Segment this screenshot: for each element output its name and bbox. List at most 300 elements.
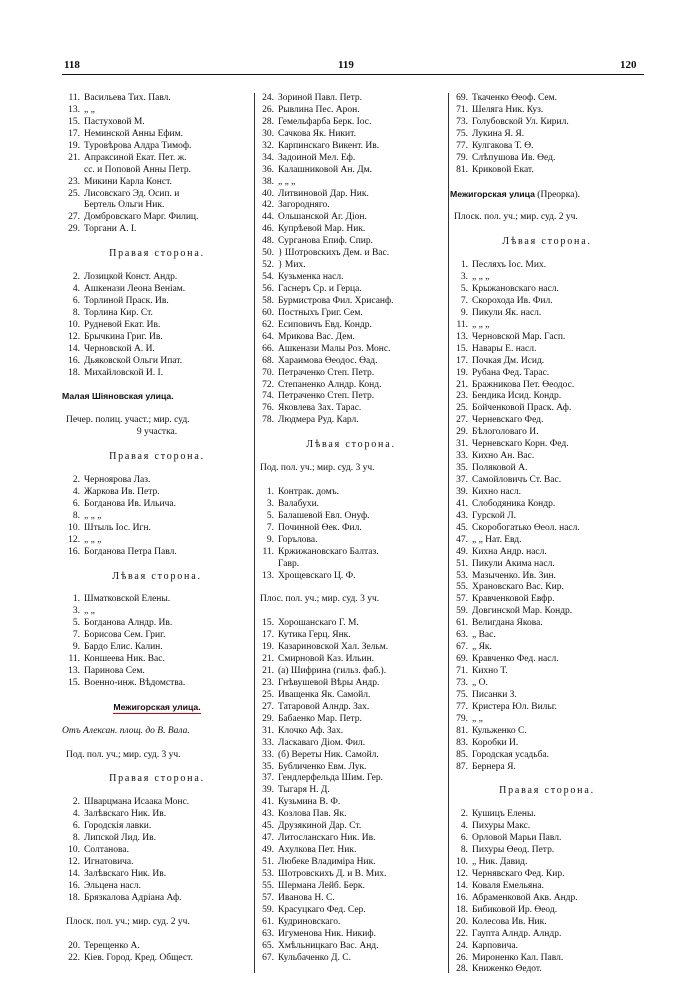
owner-name: Гемельфарба Берк. Іос. <box>278 116 372 127</box>
owner-name: Людмера Руд. Карл. <box>278 415 359 426</box>
owner-name: Черневскаго Фед. <box>472 415 544 426</box>
owner-name: Хорошанскаго Г. М. <box>278 618 359 629</box>
house-number: 27. <box>68 212 80 223</box>
owner-name: Кутика Герц. Янк. <box>278 630 351 641</box>
owner-name: Брязкалова Адріана Аф. <box>84 892 182 903</box>
house-number: 17. <box>68 128 80 139</box>
list-item <box>450 296 644 308</box>
owner-name: Штыль Іос. Игн. <box>84 522 151 533</box>
owner-name: Скорохода Ив. Фил. <box>472 295 553 306</box>
owner-name: } Мих. <box>278 260 306 271</box>
list-item <box>62 117 252 129</box>
list-item <box>450 105 644 117</box>
house-number: 61. <box>456 618 468 629</box>
list-item <box>450 260 644 272</box>
owner-name: Орловой Марьи Павл. <box>472 833 562 844</box>
house-number: 79. <box>456 152 468 163</box>
district-note: Плоск. пол. уч.; мир. суд. 2 уч. <box>454 212 578 223</box>
owner-name: Рудневой Екат. Ив. <box>84 319 161 330</box>
house-number: 1. <box>266 486 274 497</box>
owner-name: Чернявскаго Фед. Кир. <box>472 868 565 879</box>
list-item <box>256 714 446 726</box>
list-item <box>256 726 446 738</box>
list-item <box>62 308 252 320</box>
list-item <box>256 391 446 403</box>
owner-name: Слѣпушова Ив. Өед. <box>472 152 556 163</box>
list-item <box>256 773 446 785</box>
list-item <box>450 535 644 547</box>
house-number: 18. <box>68 892 80 903</box>
owner-name: Ашкенази Леона Веніам. <box>84 284 186 294</box>
house-number: 53. <box>456 570 468 581</box>
spacer <box>62 559 252 571</box>
house-number: 21. <box>456 379 468 390</box>
house-number: 17. <box>456 355 468 366</box>
list-item <box>450 475 644 487</box>
list-item <box>450 547 644 559</box>
house-number: 47. <box>456 534 468 545</box>
house-number: 20. <box>68 940 80 951</box>
owner-name: Козлова Пав. Як. <box>278 809 347 820</box>
list-item <box>256 905 446 917</box>
owner-name: Торгани А. І. <box>84 224 137 235</box>
house-number: 8. <box>460 845 468 856</box>
list-item <box>450 451 644 463</box>
owner-name: Пикули Як. насл. <box>472 307 542 318</box>
owner-name: „ Як. <box>472 642 492 653</box>
owner-name: Шматковской Елены. <box>84 594 171 605</box>
house-number: 8. <box>72 510 80 521</box>
list-item <box>450 93 644 105</box>
owner-name: Лисовскаго Эд. Осип. и <box>84 188 180 199</box>
house-number: 15. <box>262 618 274 629</box>
list-item <box>256 917 446 929</box>
house-number: 26. <box>456 952 468 963</box>
house-number: 33. <box>456 451 468 462</box>
list-item <box>450 499 644 511</box>
owner-name: Карпинскаго Викент. Ив. <box>278 140 380 151</box>
house-number: 23. <box>456 391 468 402</box>
list-item <box>256 809 446 821</box>
house-number: 24. <box>456 940 468 951</box>
list-item <box>62 666 252 678</box>
owner-name: Гнѣвушевой Вѣры Андр. <box>278 677 380 688</box>
house-number: 66. <box>262 343 274 354</box>
owner-name: Богданова Алндр. Ив. <box>84 618 173 629</box>
list-item <box>62 654 252 666</box>
owner-name: Загородняго. <box>278 200 330 211</box>
house-number: 22. <box>68 952 80 963</box>
spacer <box>62 785 252 797</box>
owner-name: Починной Өек. Фил. <box>278 522 362 533</box>
owner-name: Любеке Владиміра Ник. <box>278 857 376 867</box>
list-item <box>256 845 446 857</box>
owner-name: Мрикова Вас. Дем. <box>278 331 355 342</box>
owner-name: „ „ <box>84 104 95 115</box>
list-item <box>62 893 252 905</box>
house-number: 31. <box>262 725 274 736</box>
house-number: 87. <box>456 761 468 772</box>
owner-name: Яковлева Зах. Тарас. <box>278 403 362 414</box>
owner-name: Черновской Мар. Гасп. <box>472 331 566 342</box>
street-note: (Преорка). <box>534 189 581 200</box>
list-item <box>450 594 644 606</box>
spacer <box>256 582 446 594</box>
owner-name: Брычкина Григ. Ив. <box>84 331 163 342</box>
owner-name: Паринова Сем. <box>84 666 145 676</box>
house-number: 7. <box>460 295 468 306</box>
list-item <box>256 189 446 201</box>
list-item <box>256 129 446 141</box>
house-number: 14. <box>68 343 80 354</box>
house-number: 75. <box>456 689 468 700</box>
spacer <box>62 929 252 941</box>
house-number: 38. <box>262 176 274 187</box>
owner-name: Богданова Ив. Ильича. <box>84 498 176 509</box>
list-item <box>450 368 644 380</box>
house-number: 7. <box>72 630 80 641</box>
house-number: 63. <box>262 928 274 939</box>
house-number: 85. <box>456 749 468 760</box>
page-number-right: 120 <box>620 59 637 71</box>
house-number: 45. <box>262 821 274 832</box>
owner-name: Хрощевскаго Ц. Ф. <box>278 570 356 581</box>
house-number: 69. <box>456 93 468 103</box>
street-heading <box>62 702 252 714</box>
list-item <box>256 236 446 248</box>
owner-name: Литосланскаго Ник. Ив. <box>278 833 376 844</box>
page-number-left: 118 <box>64 59 80 71</box>
owner-name: Кравченковой Евфр. <box>472 594 555 605</box>
house-number: 57. <box>262 892 274 903</box>
list-item <box>450 690 644 702</box>
owner-name: Коншеева Ник. Вас. <box>84 654 165 665</box>
house-number: 7. <box>266 522 274 533</box>
owner-name: Коваля Емельяна. <box>472 880 544 891</box>
list-item <box>256 738 446 750</box>
owner-name: Балашевой Евл. Онуф. <box>278 510 370 521</box>
owner-name: Кихно насл. <box>472 486 522 497</box>
list-item <box>256 308 446 320</box>
list-item <box>450 320 644 332</box>
list-item <box>62 165 252 177</box>
owner-name: Петраченко Степ. Петр. <box>278 367 375 378</box>
list-item <box>62 200 252 212</box>
house-number: 35. <box>456 463 468 474</box>
owner-name: Черноярова Лаз. <box>84 475 151 485</box>
list-item <box>450 487 644 499</box>
list-item <box>62 189 252 201</box>
list-item <box>256 881 446 893</box>
house-number: 28. <box>262 116 274 127</box>
list-item <box>450 356 644 368</box>
owner-name: Степаненко Алндр. Конд. <box>278 379 382 390</box>
list-item <box>62 141 252 153</box>
list-item <box>256 666 446 678</box>
list-item <box>450 427 644 439</box>
owner-name: Клочко Аф. Зах. <box>278 725 344 736</box>
owner-name: Купрѣевой Мар. Ник. <box>278 224 366 235</box>
house-number: 25. <box>68 188 80 199</box>
house-number: 11. <box>68 93 80 103</box>
house-number: 56. <box>262 284 274 294</box>
house-number: 44. <box>262 212 274 223</box>
list-item <box>62 941 252 953</box>
house-number: 18. <box>68 367 80 378</box>
list-item <box>450 403 644 415</box>
street-name: Межигорская улица. <box>113 701 201 712</box>
list-item <box>62 93 252 105</box>
house-number: 19. <box>456 367 468 378</box>
list-item <box>256 893 446 905</box>
house-number: 65. <box>262 940 274 951</box>
list-item <box>450 762 644 774</box>
house-number: 27. <box>262 701 274 712</box>
house-number: 5. <box>460 284 468 294</box>
owner-name: Михайловской И. І. <box>84 367 164 378</box>
list-item <box>62 153 252 165</box>
owner-name: Бернера Я. <box>472 761 516 772</box>
house-number: 16. <box>456 892 468 903</box>
side-heading: Правая сторона. <box>109 773 205 785</box>
list-item <box>450 869 644 881</box>
owner-name: Терещенко А. <box>84 940 140 951</box>
house-number: 48. <box>262 236 274 247</box>
spacer <box>62 380 252 392</box>
list-item <box>450 714 644 726</box>
house-number: 16. <box>68 355 80 366</box>
house-number: 2. <box>72 272 80 283</box>
house-number: 1. <box>72 594 80 605</box>
owner-name: Кихно Ан. Вас. <box>472 451 535 462</box>
spacer <box>256 606 446 618</box>
list-item <box>62 129 252 141</box>
owner-name: Шотровскихъ Д. и В. Мих. <box>278 868 387 879</box>
house-number: 59. <box>456 606 468 617</box>
list-item <box>62 511 252 523</box>
list-item <box>256 702 446 714</box>
column-divider <box>448 93 449 973</box>
owner-name: Хараимова Өеодос. Өад. <box>278 355 378 366</box>
owner-name: Шермана Лейб. Берк. <box>278 880 365 891</box>
owner-name: Черневскаго Корн. Фед. <box>472 439 569 450</box>
house-number: 46. <box>262 224 274 235</box>
list-item <box>450 380 644 392</box>
house-number: 36. <box>262 164 274 175</box>
owner-name: Гавр. <box>278 558 300 569</box>
list-item <box>450 272 644 284</box>
house-number: 12. <box>456 868 468 879</box>
street-name: Межигорская улица <box>450 188 535 199</box>
list-item <box>256 547 446 559</box>
house-number: 39. <box>262 785 274 796</box>
spacer <box>62 463 252 475</box>
owner-name: „ „ „ <box>84 510 102 521</box>
spacer <box>62 439 252 451</box>
list-item <box>256 762 446 774</box>
list-item <box>62 833 252 845</box>
house-number: 72. <box>262 379 274 390</box>
house-number: 6. <box>72 498 80 509</box>
spacer <box>62 714 252 726</box>
list-item <box>62 630 252 642</box>
house-number: 39. <box>456 486 468 497</box>
house-number: 54. <box>262 272 274 283</box>
house-number: 49. <box>456 546 468 557</box>
owner-name: Песляхъ Іос. Мих. <box>472 260 547 271</box>
house-number: 69. <box>456 654 468 665</box>
list-item <box>450 332 644 344</box>
house-number: 55. <box>456 582 468 593</box>
house-number: 33. <box>262 737 274 748</box>
list-item <box>450 129 644 141</box>
list-item <box>450 678 644 690</box>
list-item <box>450 905 644 917</box>
house-number: 12. <box>68 857 80 867</box>
house-number: 62. <box>262 319 274 330</box>
owner-name: Иващенка Як. Самойл. <box>278 689 371 700</box>
owner-name: Коробки И. <box>472 737 519 748</box>
list-item <box>62 344 252 356</box>
list-item <box>450 654 644 666</box>
owner-name: Петраченко Степ. Петр. <box>278 391 375 402</box>
owner-name: Бойченковой Праск. Аф. <box>472 403 572 414</box>
house-number: 34. <box>262 152 274 163</box>
column-divider <box>254 93 255 973</box>
list-item <box>256 833 446 845</box>
house-number: 5. <box>72 618 80 629</box>
district-note: Плос. пол. уч.; мир. суд. 3 уч. <box>260 594 380 605</box>
house-number: 53. <box>262 868 274 879</box>
house-number: 21. <box>262 654 274 665</box>
spacer <box>450 177 644 189</box>
district-note: Под. пол. уч.; мир. суд. 3 уч. <box>260 463 375 474</box>
house-number: 37. <box>456 475 468 485</box>
house-number: 13. <box>68 666 80 676</box>
list-item <box>450 606 644 618</box>
house-number: 47. <box>262 833 274 844</box>
street-heading <box>450 189 644 201</box>
house-number: 4. <box>72 284 80 294</box>
owner-name: сс. и Поповой Анны Петр. <box>84 164 191 175</box>
owner-name: Васильева Тих. Павл. <box>84 93 171 103</box>
house-number: 78. <box>262 415 274 426</box>
house-number: 9. <box>460 307 468 318</box>
house-number: 10. <box>68 845 80 856</box>
side-heading: Лѣвая сторона. <box>502 236 592 248</box>
spacer <box>450 248 644 260</box>
spacer <box>62 260 252 272</box>
list-item <box>62 678 252 690</box>
owner-name: Кульбаченко Д. С. <box>278 952 351 963</box>
list-item <box>450 523 644 535</box>
list-item <box>256 654 446 666</box>
owner-name: Друзякиной Дар. Ст. <box>278 821 362 832</box>
house-number: 2. <box>72 797 80 808</box>
house-number: 64. <box>262 331 274 342</box>
owner-name: Есиповичъ Евд. Кондр. <box>278 319 372 330</box>
house-number: 3. <box>72 606 80 617</box>
spacer <box>62 582 252 594</box>
owner-name: „ „ „ <box>278 176 296 187</box>
owner-name: Ашкенази Малы Роз. Монс. <box>278 343 391 354</box>
owner-name: (а) Шифрина (гильз. фаб.). <box>278 666 387 676</box>
owner-name: Дьяковской Ольги Ипат. <box>84 355 183 366</box>
list-item <box>256 105 446 117</box>
owner-name: Неминской Анны Ефим. <box>84 128 184 139</box>
list-item <box>450 571 644 583</box>
owner-name: Кихна Андр. насл. <box>472 546 547 557</box>
house-number: 9. <box>266 534 274 545</box>
list-item <box>450 953 644 965</box>
owner-name: Контрак. домъ. <box>278 486 339 497</box>
list-item <box>450 284 644 296</box>
owner-name: „ „ „ <box>84 534 102 545</box>
house-number: 10. <box>68 319 80 330</box>
list-item <box>62 523 252 535</box>
list-item <box>62 535 252 547</box>
house-number: 2. <box>72 475 80 485</box>
owner-name: Торлиной Праск. Ив. <box>84 295 169 306</box>
owner-name: Ольшанской Аг. Діон. <box>278 212 367 223</box>
list-item <box>256 368 446 380</box>
list-item <box>62 606 252 618</box>
house-number: 63. <box>456 630 468 641</box>
house-number: 29. <box>262 713 274 724</box>
list-item <box>256 356 446 368</box>
house-number: 15. <box>456 343 468 354</box>
house-number: 13. <box>68 104 80 115</box>
list-item <box>450 153 644 165</box>
owner-name: Бабаенко Мар. Петр. <box>278 713 362 724</box>
list-item <box>256 499 446 511</box>
list-item <box>450 165 644 177</box>
column-right <box>450 93 644 976</box>
house-number: 74. <box>262 391 274 402</box>
owner-name: Апраксиной Екат. Пет. ж. <box>84 152 187 163</box>
owner-name: Ласкаваго Діом. Фил. <box>278 737 366 748</box>
house-number: 16. <box>68 880 80 891</box>
owner-name: Кузьменка насл. <box>278 272 344 283</box>
house-number: 32. <box>262 140 274 151</box>
owner-name: Кузьмина В. Ф. <box>278 797 341 808</box>
list-item <box>62 177 252 189</box>
house-number: 11. <box>456 319 468 330</box>
house-number: 42. <box>262 200 274 211</box>
list-item <box>256 535 446 547</box>
district-note: Плоск. пол. уч.; мир. суд. 2 уч. <box>66 916 190 927</box>
house-number: 21. <box>262 666 274 676</box>
owner-name: Карповича. <box>472 940 518 951</box>
house-number: 15. <box>68 116 80 127</box>
owner-name: Задоиной Мел. Еф. <box>278 152 356 163</box>
house-number: 8. <box>72 307 80 318</box>
owner-name: Крыжановскаго насл. <box>472 284 559 294</box>
owner-name: Шварцмана Исаака Монс. <box>84 797 190 808</box>
list-item <box>450 833 644 845</box>
side-heading: Правая сторона. <box>109 451 205 463</box>
owner-name: „ Вас. <box>472 630 496 641</box>
owner-name: Городская усадьба. <box>472 749 550 760</box>
house-number: 79. <box>456 713 468 724</box>
list-item <box>256 248 446 260</box>
house-number: 22. <box>456 928 468 939</box>
owner-name: „ „ Нат. Евд. <box>472 534 522 545</box>
header-rule <box>62 74 644 75</box>
owner-name: „ „ „ <box>472 319 490 330</box>
house-number: 6. <box>460 833 468 844</box>
owner-name: Кихно Т. <box>472 666 508 676</box>
